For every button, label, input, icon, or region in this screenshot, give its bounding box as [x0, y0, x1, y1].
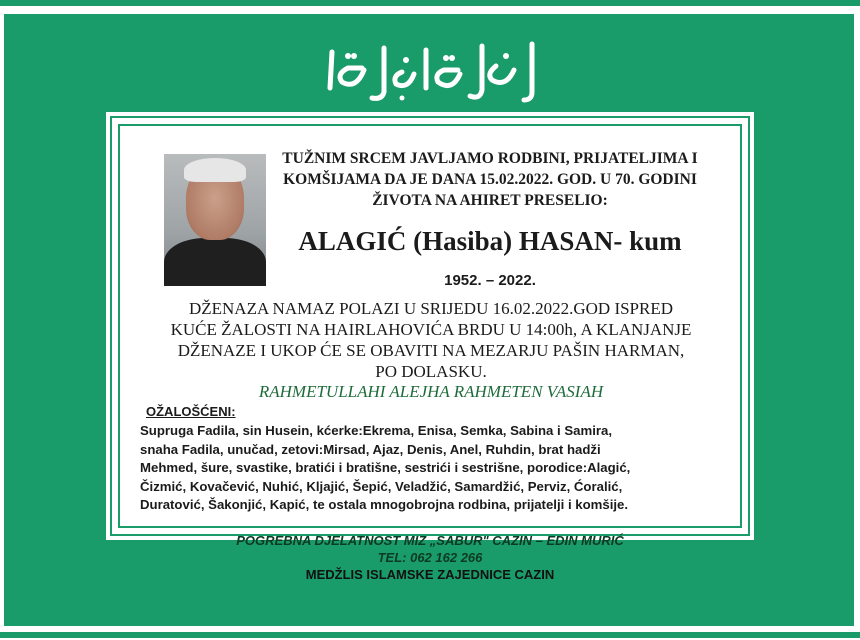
mourners-line: Mehmed, šure, svastike, bratići i bratišne, sestrići i sestrišne, porodice:Alagić,	[140, 460, 631, 475]
mourners-list	[140, 422, 730, 515]
agency-phone: TEL: 062 162 266	[377, 550, 483, 565]
obituary-card	[106, 112, 754, 540]
obituary-card-inner	[118, 124, 742, 528]
intro-line: ŽIVOTA NA AHIRET PRESELIO:	[372, 192, 608, 209]
deceased-photo	[164, 154, 266, 286]
arabic-calligraphy-logo	[310, 30, 550, 110]
life-years: 1952. – 2022.	[444, 272, 536, 289]
funeral-line: KUĆE ŽALOSTI NA HAIRLAHOVIĆA BRDU U 14:00h, A KLANJANJE	[170, 320, 692, 339]
mourners-line: Duratović, Šakonjić, Kapić, te ostala mnogobrojna rodbina, prijatelji i komšije.	[140, 497, 629, 512]
announcement-intro	[270, 148, 710, 211]
intro-line: TUŽNIM SRCEM JAVLJAMO RODBINI, PRIJATELJIMA I	[282, 150, 698, 167]
funeral-details	[138, 298, 724, 382]
islamic-council: MEDŽLIS ISLAMSKE ZAJEDNICE CAZIN	[305, 567, 555, 582]
funeral-line: DŽENAZE I UKOP ĆE SE OBAVITI NA MEZARJU PAŠIN HARMAN,	[177, 341, 685, 360]
footer	[160, 532, 700, 583]
mourners-heading: OŽALOŠĆENI:	[146, 404, 236, 419]
mourners-line: Čizmić, Kovačević, Nuhić, Kljajić, Šepić, Veladžić, Samardžić, Perviz, Ćoralić,	[140, 478, 623, 494]
funeral-line: PO DOLASKU.	[375, 362, 487, 381]
intro-line: KOMŠIJAMA DA JE DANA 15.02.2022. GOD. U 70. GODINI	[283, 171, 697, 188]
photo-shirt	[164, 238, 266, 286]
funeral-agency: POGREBNA DJELATNOST MIZ „SABUR" CAZIN – EDIN MURIĆ	[236, 533, 624, 548]
bottom-edge-bar	[0, 632, 860, 638]
prayer-line: RAHMETULLAHI ALEJHA RAHMETEN VASIAH	[258, 382, 604, 401]
top-edge-bar	[0, 0, 860, 6]
photo-hair	[184, 158, 246, 182]
mourners-line: snaha Fadila, unučad, zetovi:Mirsad, Ajaz, Denis, Anel, Ruhdin, brat hadži	[140, 441, 601, 457]
funeral-line: DŽENAZA NAMAZ POLAZI U SRIJEDU 16.02.2022.GOD ISPRED	[188, 299, 674, 318]
deceased-name: ALAGIĆ (Hasiba) HASAN- kum	[298, 226, 682, 256]
mourners-line: Supruga Fadila, sin Husein, kćerke:Ekrema, Enisa, Semka, Sabina i Samira,	[140, 423, 613, 438]
